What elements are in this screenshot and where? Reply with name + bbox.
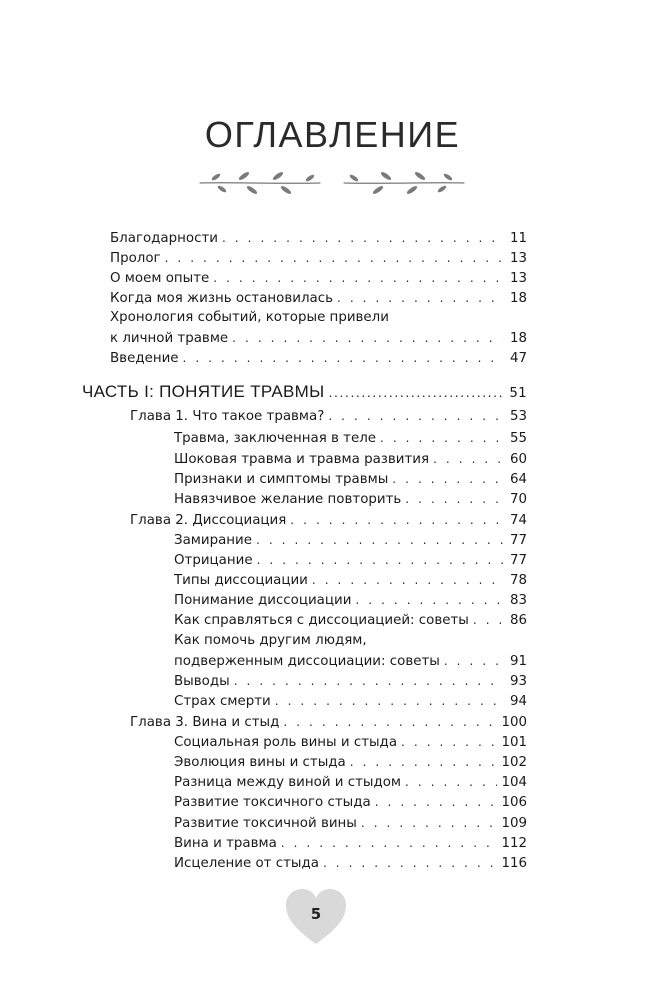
page-title: ОГЛАВЛЕНИЕ (204, 114, 461, 155)
toc-entry (174, 833, 527, 853)
dot-leader (405, 772, 497, 792)
dot-leader (275, 691, 503, 711)
toc-page-number: 18 (509, 291, 527, 306)
dot-leader (323, 853, 498, 873)
toc-entry-label: к личной травме (110, 331, 229, 346)
toc-entry-label: Исцеление от стыда (174, 856, 319, 871)
toc-entry-label: Благодарности (110, 231, 218, 246)
toc-page-number: 94 (509, 694, 527, 709)
toc-entry-label: Травма, заключенная в теле (174, 431, 377, 446)
toc-page-number: 106 (501, 795, 527, 810)
dot-leader (312, 570, 503, 590)
toc-entry (174, 792, 527, 812)
toc-page-number: 91 (509, 654, 527, 669)
toc-page-number: 55 (509, 431, 527, 446)
toc-entry-label: Шоковая травма и травма развития (174, 452, 430, 467)
dot-leader (444, 651, 503, 671)
toc-entry (110, 308, 389, 328)
dot-leader (183, 348, 503, 368)
toc-entry-label: Типы диссоциации (174, 573, 308, 588)
dot-leader (350, 752, 498, 772)
toc-entry (174, 530, 527, 550)
toc-entry-label: Пролог (110, 251, 161, 266)
toc-entry-label: ЧАСТЬ I: ПОНЯТИЕ ТРАВМЫ (82, 382, 325, 401)
toc-entry-label: Выводы (174, 674, 230, 689)
dot-leader (433, 449, 503, 469)
dot-leader (234, 671, 503, 691)
toc-entry-label: Развитие токсичного стыда (174, 795, 371, 810)
toc-page-number: 11 (509, 231, 527, 246)
toc-entry-label: Глава 3. Вина и стыд (130, 715, 280, 730)
toc-entry (174, 590, 527, 610)
toc-entry-label: Отрицание (174, 553, 253, 568)
toc-entry-label: Социальная роль вины и стыда (174, 735, 398, 750)
toc-page-number: 77 (509, 533, 527, 548)
toc-page-number: 78 (509, 573, 527, 588)
toc-entry (110, 228, 527, 248)
toc-entry-label: Развитие токсичной вины (174, 816, 357, 831)
toc-page-number: 100 (501, 715, 527, 730)
toc-chapter (130, 406, 527, 426)
toc-page-number: 83 (509, 593, 527, 608)
toc-page-number: 102 (501, 755, 527, 770)
toc-entry-label: Замирание (174, 533, 252, 548)
dot-leader (213, 268, 503, 288)
toc-entry (174, 570, 527, 590)
toc-entry-label: О моем опыте (110, 271, 210, 286)
dot-leader (328, 406, 503, 426)
dot-leader (290, 510, 503, 530)
toc-entry-label: Понимание диссоциации (174, 593, 352, 608)
toc-page-number: 51 (509, 386, 527, 401)
dot-leader (232, 328, 503, 348)
toc-entry (174, 428, 527, 448)
toc-entry (110, 268, 527, 288)
toc-entry (174, 853, 527, 873)
toc-page-number: 64 (509, 472, 527, 487)
toc-page-number: 18 (509, 331, 527, 346)
dot-leader (257, 550, 503, 570)
toc-entry-label: Глава 1. Что такое травма? (130, 409, 325, 424)
dot-leader (283, 712, 497, 732)
toc-entry (174, 449, 527, 469)
toc-page-number: 74 (509, 513, 527, 528)
dot-leader (405, 489, 503, 509)
toc-entry (110, 248, 527, 268)
toc-entry-label: Разница между виной и стыдом (174, 775, 402, 790)
toc-page-number: 109 (501, 816, 527, 831)
toc-entry-label: Страх смерти (174, 694, 271, 709)
dot-leader (392, 469, 503, 489)
toc-entry (110, 348, 527, 368)
dot-leader (361, 813, 498, 833)
toc-page-number: 101 (501, 735, 527, 750)
toc-part (82, 382, 527, 402)
dot-leader (256, 530, 503, 550)
toc-entry-label: Когда моя жизнь остановилась (110, 291, 333, 306)
toc-entry (174, 469, 527, 489)
toc-chapter (130, 712, 527, 732)
toc-page-number: 93 (509, 674, 527, 689)
toc-entry (174, 489, 527, 509)
toc-entry (110, 328, 527, 348)
toc-entry (174, 631, 367, 651)
dot-leader (375, 792, 498, 812)
toc-entry (174, 772, 527, 792)
toc-entry-label: Признаки и симптомы травмы (174, 472, 389, 487)
toc-entry (174, 671, 527, 691)
dot-leader (355, 590, 503, 610)
toc-page-number: 86 (509, 613, 527, 628)
toc-entry (174, 752, 527, 772)
dot-leader (222, 228, 503, 248)
toc-entry-label: Как помочь другим людям, (174, 633, 367, 648)
toc-entry-label: Введение (110, 351, 179, 366)
toc-chapter (130, 510, 527, 530)
toc-entry (174, 550, 527, 570)
toc-entry (174, 691, 527, 711)
toc-entry-label: Эволюция вины и стыда (174, 755, 346, 770)
dot-leader (165, 248, 503, 268)
dot-leader (473, 610, 503, 630)
dot-leader (380, 428, 503, 448)
toc-entry (174, 610, 527, 630)
toc-entry-label: подверженным диссоциации: советы (174, 654, 440, 669)
toc-entry (174, 813, 527, 833)
toc-entry-label: Хронология событий, которые привели (110, 310, 389, 325)
toc-page-number: 53 (509, 409, 527, 424)
toc-entry (110, 288, 527, 308)
toc-page-number: 77 (509, 553, 527, 568)
toc-entry (174, 651, 527, 671)
toc-page-number: 13 (509, 271, 527, 286)
toc-entry-label: Навязчивое желание повторить (174, 492, 402, 507)
toc-page-number: 116 (501, 856, 527, 871)
page-number: 5 (310, 905, 322, 923)
toc-page-number: 13 (509, 251, 527, 266)
toc-entry-label: Глава 2. Диссоциация (130, 513, 287, 528)
dot-leader (337, 288, 503, 308)
dot-leader (281, 833, 498, 853)
toc-entry-label: Как справляться с диссоциацией: советы (174, 613, 469, 628)
dot-leader (328, 382, 503, 402)
toc-entry-label: Вина и травма (174, 836, 277, 851)
toc-entry (174, 732, 527, 752)
toc-page-number: 112 (501, 836, 527, 851)
toc-page-number: 47 (509, 351, 527, 366)
toc-page-number: 60 (509, 452, 527, 467)
toc-page-number: 70 (509, 492, 527, 507)
dot-leader (401, 732, 497, 752)
toc-page-number: 104 (501, 775, 527, 790)
